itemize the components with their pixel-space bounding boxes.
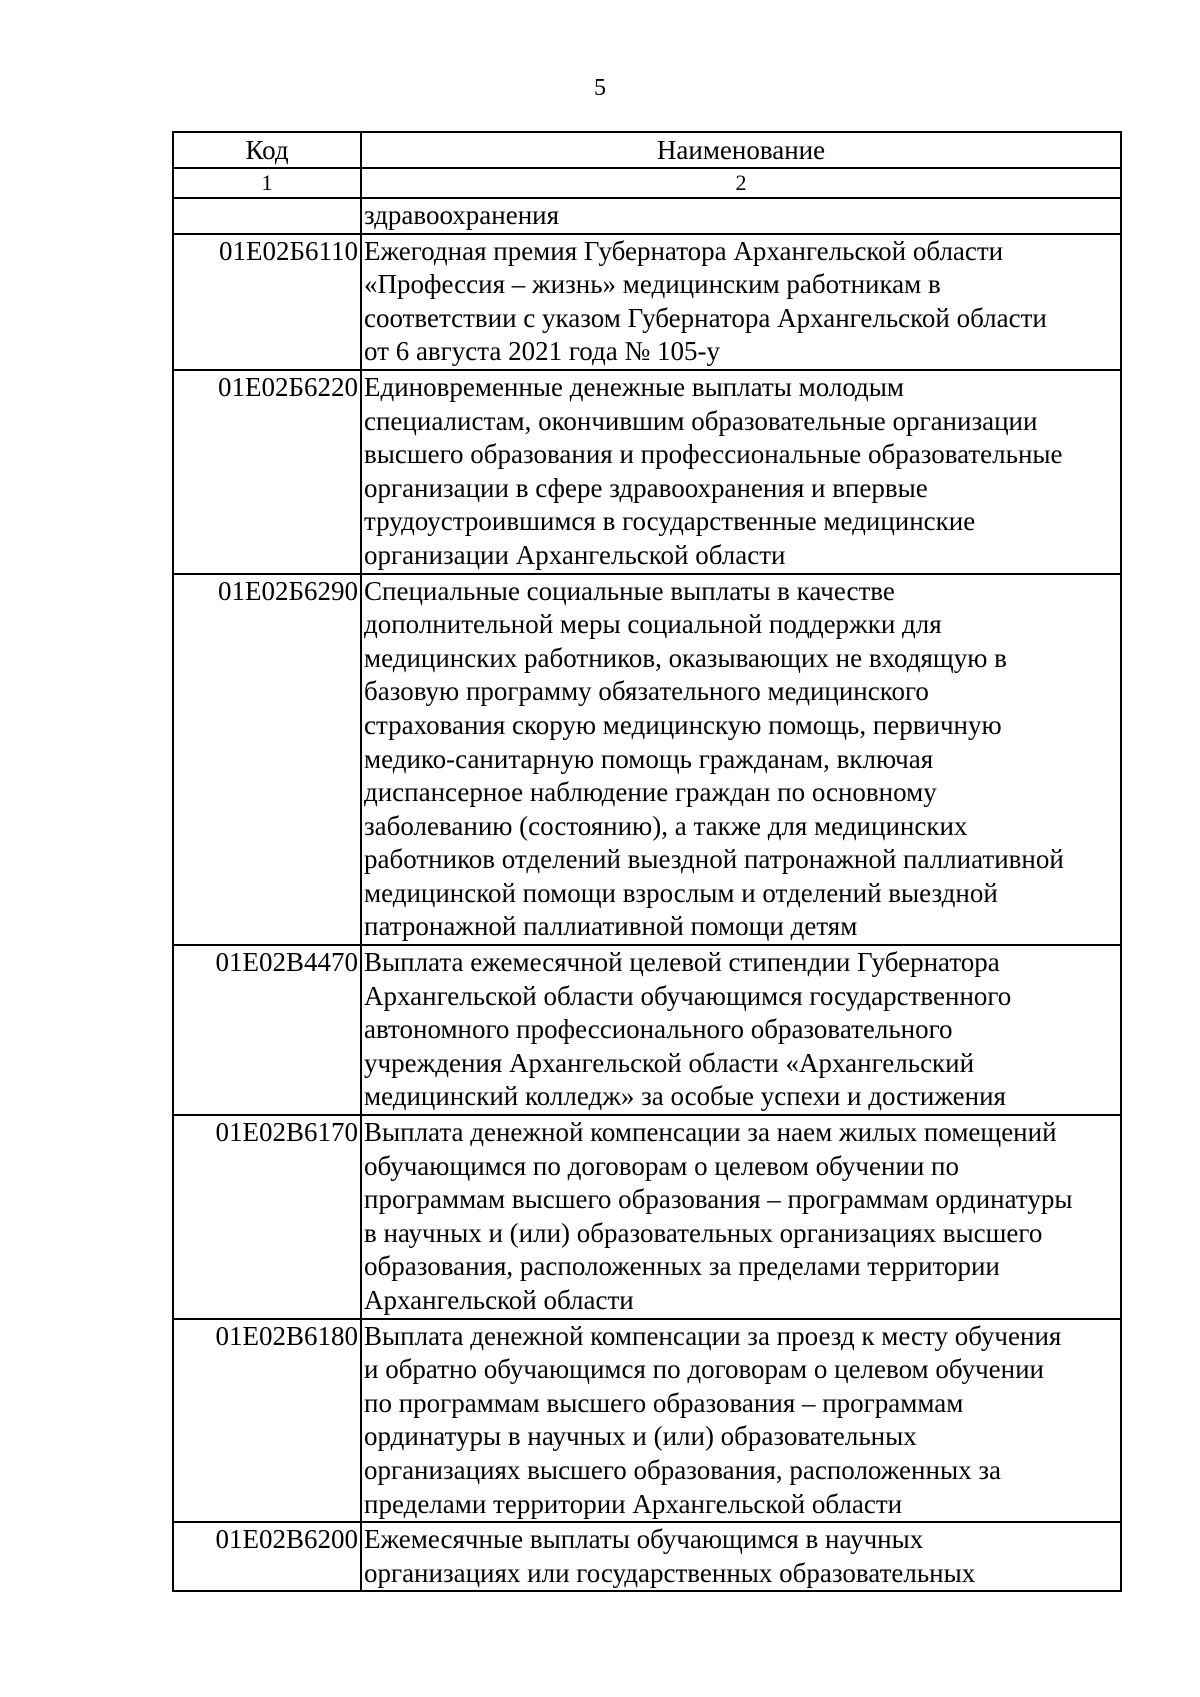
column-number-name: 2 (361, 168, 1121, 198)
row-name: Выплата денежной компенсации за наем жилых помещений обучающимся по договорам о целевом обучении по программам высшего образования – программам ординатуры в научных и (или) образовательных организациях высшего образования, расположенных за пределами территории Архангельской области (361, 1115, 1121, 1319)
budget-codes-table (172, 131, 1122, 1592)
row-name: здравоохранения (361, 198, 1121, 234)
row-code (173, 198, 361, 234)
table-row (173, 945, 1121, 1115)
table-row (173, 1115, 1121, 1319)
row-code: 01Е02В6180 (173, 1319, 361, 1523)
row-name: Ежемесячные выплаты обучающимся в научных организациях или государственных образовательных (361, 1522, 1121, 1591)
row-code: 01Е02Б6110 (173, 234, 361, 370)
row-code: 01Е02В6200 (173, 1522, 361, 1591)
row-name: Ежегодная премия Губернатора Архангельской области «Профессия – жизнь» медицинским работникам в соответствии с указом Губернатора Архангельской области от 6 августа 2021 года № 105-у (361, 234, 1121, 370)
table-row (173, 574, 1121, 946)
table-row (173, 1522, 1121, 1591)
header-name: Наименование (361, 132, 1121, 168)
row-code: 01Е02В6170 (173, 1115, 361, 1319)
row-code: 01Е02Б6220 (173, 370, 361, 574)
row-name: Выплата ежемесячной целевой стипендии Губернатора Архангельской области обучающимся государственного автономного профессионального образовательного учреждения Архангельской области «Архангельский медицинский колледж» за особые успехи и достижения (361, 945, 1121, 1115)
table-row (173, 1319, 1121, 1523)
row-name: Единовременные денежные выплаты молодым специалистам, окончившим образовательные организации высшего образования и профессиональные образовательные организации в сфере здравоохранения и впервые трудоустроившимся в государственные медицинские организации Архангельской области (361, 370, 1121, 574)
column-number-row (173, 168, 1121, 198)
table-row (173, 370, 1121, 574)
page-number: 5 (594, 75, 606, 101)
header-code: Код (173, 132, 361, 168)
column-number-code: 1 (173, 168, 361, 198)
row-name: Выплата денежной компенсации за проезд к месту обучения и обратно обучающимся по договорам о целевом обучении по программам высшего образования – программам ординатуры в научных и (или) образовательных организациях высшего образования, расположенных за пределами территории Архангельской области (361, 1319, 1121, 1523)
row-name: Специальные социальные выплаты в качестве дополнительной меры социальной поддержки для медицинских работников, оказывающих не входящую в базовую программу обязательного медицинского страхования скорую медицинскую помощь, первичную медико-санитарную помощь гражданам, включая диспансерное наблюдение граждан по основному заболеванию (состоянию), а также для медицинских работников отделений выездной патронажной паллиативной медицинской помощи взрослым и отделений выездной патронажной паллиативной помощи детям (361, 574, 1121, 946)
table-row (173, 198, 1121, 234)
table-row (173, 234, 1121, 370)
row-code: 01Е02Б6290 (173, 574, 361, 946)
row-code: 01Е02В4470 (173, 945, 361, 1115)
table-header-row (173, 132, 1121, 168)
